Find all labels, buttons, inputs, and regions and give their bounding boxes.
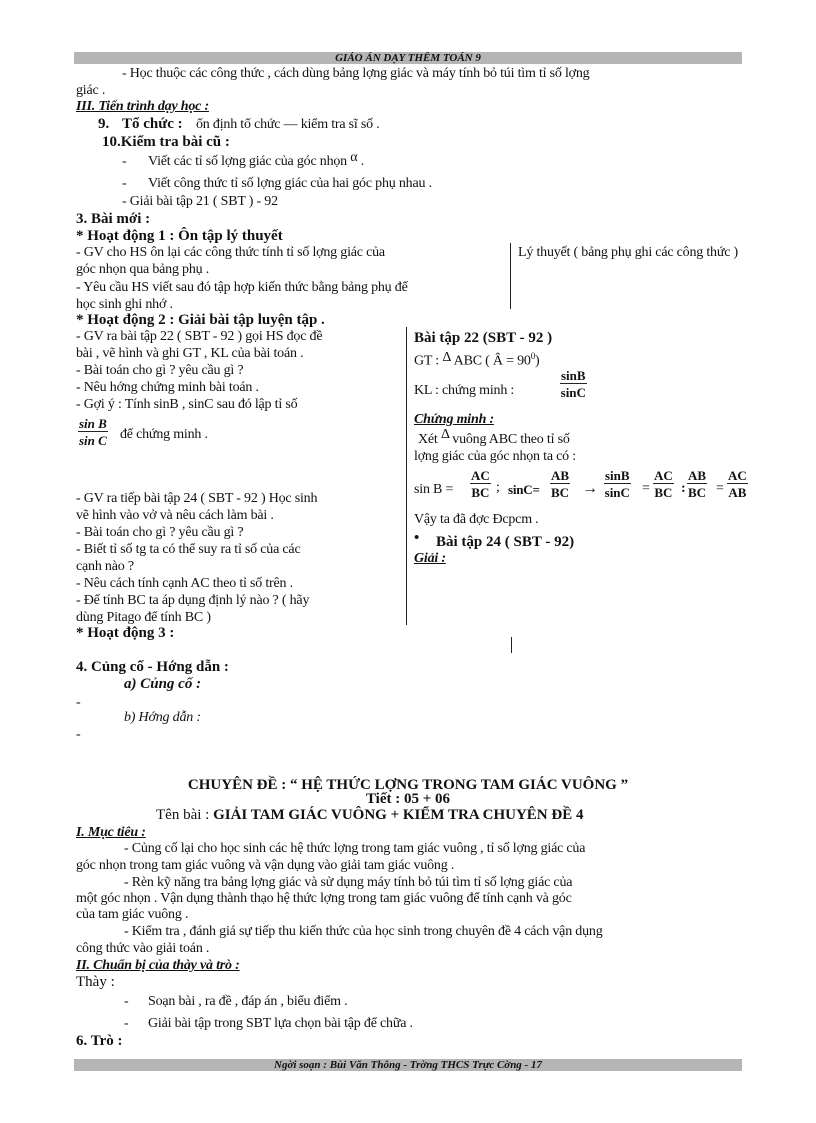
equation-label: sin B = bbox=[414, 482, 454, 497]
text-line: Soạn bài , ra đề , đáp án , biểu điểm . bbox=[148, 994, 348, 1009]
colon-sign: : bbox=[681, 481, 686, 496]
triangle-symbol: Δ bbox=[440, 427, 449, 442]
kl-line: KL : chứng minh : bbox=[414, 383, 515, 398]
subheading: 10.Kiểm tra bài cũ : bbox=[102, 134, 230, 150]
text-line: - Để tính BC ta áp dụng định lý nào ? ( hãy bbox=[76, 593, 310, 608]
text-line: - Gợi ý : Tính sinB , sinC sau đó lập tỉ số bbox=[76, 397, 298, 412]
solution-heading: Giải : bbox=[414, 551, 446, 566]
section-heading: II. Chuẩn bị của thày và trò : bbox=[76, 958, 240, 973]
text-line: Viết công thức tỉ số lợng giác của hai góc phụ nhau . bbox=[148, 176, 432, 191]
text-line: - Bài toán cho gì ? yêu cầu gì ? bbox=[76, 363, 244, 378]
activity-title: * Hoạt động 3 : bbox=[76, 625, 175, 641]
text-line: góc nhọn qua bảng phụ . bbox=[76, 262, 210, 277]
text-line: để chứng minh . bbox=[120, 427, 208, 442]
lesson-period: Tiết : 05 + 06 bbox=[365, 791, 451, 807]
dash: - bbox=[124, 994, 129, 1009]
bullet-icon: • bbox=[414, 530, 420, 546]
equals-sign: = bbox=[716, 481, 724, 496]
text-line: Vậy ta đã đợc Đcpcm . bbox=[414, 512, 539, 527]
subheading: 6. Trò : bbox=[76, 1033, 123, 1049]
fraction-ac-bc: $\frac{AC}{BC}$ bbox=[654, 468, 673, 500]
fraction-sinb-sinc: $\frac{\sin B}{\sin C}$ bbox=[560, 368, 586, 400]
activity-title: * Hoạt động 1 : Ôn tập lý thuyết bbox=[76, 228, 283, 244]
text-line: - Củng cố lại cho học sinh các hệ thức lợng trong tam giác vuông , tỉ số lợng giác của bbox=[124, 841, 586, 856]
text-line: Viết các tỉ số lợng giác của góc nhọn α . bbox=[148, 150, 365, 169]
section-heading: I. Mục tiêu : bbox=[76, 825, 146, 840]
section-heading: III. Tiến trình dạy học : bbox=[76, 99, 209, 114]
text-line: - Nêu hớng chứng minh bài toán . bbox=[76, 380, 259, 395]
text-line: - Yêu cầu HS viết sau đó tập hợp kiến thức bằng bảng phụ để bbox=[76, 280, 408, 295]
exercise-title: Bài tập 24 ( SBT - 92) bbox=[436, 534, 575, 550]
alpha-symbol: α bbox=[350, 150, 358, 165]
subheading: a) Củng cố : bbox=[124, 676, 202, 692]
label: Tổ chức : bbox=[122, 116, 183, 132]
header-band: GIÁO ÁN DẠY THÊM TOÁN 9 bbox=[74, 52, 742, 64]
text-line: - GV ra tiếp bài tập 24 ( SBT - 92 ) Học sinh bbox=[76, 491, 318, 506]
dash: - bbox=[122, 176, 127, 191]
exercise-title: Bài tập 22 (SBT - 92 ) bbox=[414, 330, 553, 346]
fraction-sinb-sinc: $\frac{\sin B}{\sin C}$ bbox=[604, 468, 630, 500]
arrow-symbol: → bbox=[582, 480, 598, 497]
triangle-symbol: Δ bbox=[442, 349, 451, 365]
activity-title: * Hoạt động 2 : Giải bài tập luyện tập . bbox=[76, 312, 325, 328]
text-line: - Giải bài tập 21 ( SBT ) - 92 bbox=[122, 194, 278, 209]
list-number: 9. bbox=[98, 116, 110, 132]
text-line: dùng Pitago để tính BC ) bbox=[76, 610, 211, 625]
dash: - bbox=[76, 727, 81, 742]
text-line: vẽ hình vào vở và nêu cách làm bài . bbox=[76, 508, 274, 523]
text-line: - Kiểm tra , đánh giá sự tiếp thu kiến thức của học sinh trong chuyên đề 4 cách vận dụng bbox=[124, 924, 603, 939]
lesson-name: Tên bài : GIẢI TAM GIÁC VUÔNG + KIỂM TRA CHUYÊN ĐỀ 4 bbox=[156, 807, 584, 823]
text-line: của tam giác vuông . bbox=[76, 907, 189, 922]
text-line: - Học thuộc các công thức , cách dùng bảng lợng giác và máy tính bỏ túi tìm tỉ số lợng bbox=[122, 66, 590, 81]
text-line: - Bài toán cho gì ? yêu cầu gì ? bbox=[76, 525, 244, 540]
subheading: 4. Củng cố - Hớng dẫn : bbox=[76, 659, 229, 675]
text-line: cạnh nào ? bbox=[76, 559, 134, 574]
dash: - bbox=[76, 695, 81, 710]
text-line: học sinh ghi nhớ . bbox=[76, 297, 173, 312]
text-line: - GV cho HS ôn lại các công thức tính tỉ số lợng giác của bbox=[76, 245, 385, 260]
fraction-ac-bc: $\frac{AC}{BC}$ bbox=[471, 468, 490, 500]
fraction-ac-ab: $\frac{AC}{AB}$ bbox=[728, 468, 747, 500]
subheading: b) Hớng dẫn : bbox=[124, 710, 201, 725]
text-line: - Biết tỉ số tg ta có thể suy ra tỉ số của các bbox=[76, 542, 301, 557]
text-line: Xét Δ vuông ABC theo tỉ số bbox=[418, 427, 570, 447]
text-line: góc nhọn trong tam giác vuông và vận dụng vào giải tam giác vuông . bbox=[76, 858, 455, 873]
fraction-ab-bc: $\frac{AB}{BC}$ bbox=[551, 468, 570, 500]
equals-sign: = bbox=[642, 481, 650, 496]
subheading: Thày : bbox=[76, 974, 115, 990]
fraction-ab-bc: $\frac{AB}{BC}$ bbox=[688, 468, 707, 500]
text-line: lợng giác của góc nhọn ta có : bbox=[414, 449, 576, 464]
text-line: ổn định tổ chức — kiểm tra sĩ số . bbox=[196, 117, 380, 132]
topic-title: CHUYÊN ĐỀ : “ HỆ THỨC LỢNG TRONG TAM GIÁC VUÔNG ” bbox=[187, 777, 629, 793]
divider-tick bbox=[511, 637, 512, 653]
text-line: Lý thuyết ( bảng phụ ghi các công thức ) bbox=[518, 245, 739, 260]
text-line: giác . bbox=[76, 83, 106, 98]
dash: - bbox=[124, 1016, 129, 1031]
text-line: - Nêu cách tính cạnh AC theo tỉ số trên . bbox=[76, 576, 293, 591]
text-line: - Rèn kỹ năng tra bảng lợng giác và sử dụng máy tính bỏ túi tìm tỉ số lợng giác của bbox=[124, 875, 573, 890]
equation-label: sinC= bbox=[508, 482, 540, 497]
column-divider bbox=[406, 327, 407, 625]
semicolon: ; bbox=[496, 480, 500, 495]
text-line: - GV ra bài tập 22 ( SBT - 92 ) gọi HS đọc đề bbox=[76, 329, 323, 344]
text-line: Giải bài tập trong SBT lựa chọn bài tập để chữa . bbox=[148, 1016, 413, 1031]
column-divider bbox=[510, 243, 511, 309]
gt-line: GT : Δ ABC ( Â = $90^0$) bbox=[414, 349, 540, 369]
fraction-sinb-sinc: $\frac{\text{sin B}}{\text{sin C}}$ bbox=[79, 416, 107, 448]
subheading: 3. Bài mới : bbox=[76, 211, 151, 227]
text-line: một góc nhọn . Vận dụng thành thạo hệ thức lợng trong tam giác vuông để tính cạnh và góc bbox=[76, 891, 572, 906]
text-line: công thức vào giải toán . bbox=[76, 941, 210, 956]
footer-band: Ngời soạn : Bùi Văn Thông - Trờng THCS Trực Cờng - 17 bbox=[74, 1059, 742, 1071]
dash: - bbox=[122, 154, 127, 169]
proof-heading: Chứng minh : bbox=[414, 412, 494, 427]
text-line: bài , vẽ hình và ghi GT , KL của bài toán . bbox=[76, 346, 304, 361]
